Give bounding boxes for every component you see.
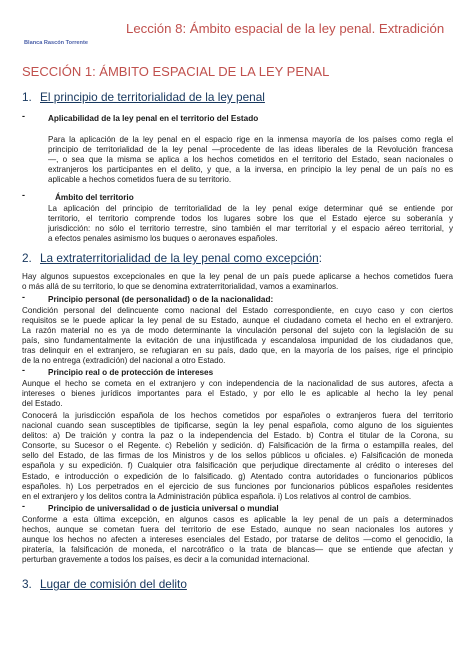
text-line: piratería, la falsificación de moneda, el narcotráfico o la trata de blancas— que se entiende que afectan y: [22, 545, 453, 555]
text-line: o más allá de su territorio, lo que se denomina extraterritorialidad, vamos a examinarlos.: [22, 282, 339, 292]
text-line: extranjeros los participantes en el delito, y que, a la inversa, en principio la ley penal de un país no es: [48, 165, 453, 175]
text-line: española y su expedición. f) Cualquier otra falsificación que perjudique directamente al crédito o intereses del: [22, 461, 453, 471]
text-line: país, sino fundamentalmente la evitación de una injustificada y escandalosa impunidad de los ciudadanos que,: [22, 336, 453, 346]
subheading-territory: Ámbito del territorio: [55, 193, 134, 202]
text-line: aplicable a hechos cometidos fuera de su territorio.: [48, 175, 232, 185]
text-line: principio de territorialidad de la ley penal —procedente de las ideas liberales de la Revolución francesa: [48, 145, 453, 155]
heading-text: El principio de territorialidad de la ley penal: [40, 90, 265, 104]
text-line: del Estado.: [22, 399, 63, 409]
heading-extraterritoriality: [22, 251, 322, 265]
text-line: —, o sea que la misma se aplica a los hechos cometidos en el territorio del Estado, sean nacionales o: [48, 155, 453, 165]
text-line: Consorte, su Sucesor o el Regente. c) Rebelión y sedición. d) Falsificación de la firma o estampilla reales, del: [22, 441, 453, 451]
paragraph-real-offences: [22, 411, 453, 502]
heading-number: 2.: [22, 251, 32, 265]
author-name: Blanca Rascón Torrente: [24, 40, 88, 46]
text-line: en el extranjero y los delitos contra la Administración pública española. i) Los relativos al control de cambios.: [22, 491, 412, 501]
text-line: sello del Estado, de las firmas de los Ministros y de los sellos públicos u oficiales. e) Falsificación de moneda: [22, 451, 453, 461]
paragraph-personal: [22, 306, 453, 367]
text-line: La aplicación del principio de territorialidad de la ley penal exige determinar qué se entiende por: [48, 204, 453, 213]
text-line: hechos, aunque se cometan fuera del territorio de ese Estado, aunque no sean nacionales los autores y: [22, 525, 453, 535]
heading-number: 1.: [22, 90, 32, 104]
bullet-marker: -: [22, 292, 25, 302]
bullet-marker: -: [22, 501, 25, 511]
subheading-applicability: Aplicabilidad de la ley penal en el territorio del Estado: [48, 114, 259, 123]
text-line: Conocerá la jurisdicción española de los hechos cometidos por españoles o extranjeros fuera del territorio: [22, 411, 453, 420]
heading-text: La extraterritorialidad de la ley penal como excepción: [40, 251, 319, 265]
bullet-marker: -: [22, 190, 25, 200]
text-line: Para la aplicación de la ley penal en el espacio rige en la inmensa mayoría de los países como regla el: [48, 135, 453, 144]
bullet-marker: -: [22, 111, 25, 121]
text-line: intereses o bienes jurídicos importantes para el Estado, y por ello le es aplicable al hecho la ley penal: [22, 389, 453, 399]
text-line: Estado, e introducción o expedición de lo falsificado. g) Atentado contra autoridades o funcionarios públicos: [22, 471, 453, 481]
text-line: territorio, el territorio comprende todos los lugares sobre los que el Estado ejerce su soberanía y: [48, 214, 453, 224]
text-line: perturban gravemente a todos los países, es decir a la comunidad internacional.: [22, 555, 310, 565]
text-line: requisitos se le puede aplicar la ley penal de su Estado, aunque el ciudadano cometa el hecho en el extranjero.: [22, 316, 453, 326]
subheading-personal: Principio personal (de personalidad) o de la nacionalidad:: [48, 295, 274, 304]
text-line: jurisdicción: no sólo el territorio terrestre, sino también el mar territorial y el espacio aéreo territorial, y: [48, 224, 453, 234]
paragraph-real: [22, 379, 453, 409]
text-line: La razón material no es ya de modo determinante la vinculación personal del sujeto con la legislación de su: [22, 326, 453, 336]
paragraph-extraterritoriality: [22, 272, 453, 292]
text-line: delitos: a) De traición y contra la paz o la independencia del Estado. b) Contra el titular de la Corona, su: [22, 431, 453, 441]
subheading-real: Principio real o de protección de intereses: [48, 368, 214, 377]
heading-colon: :: [318, 251, 322, 265]
heading-territoriality: [22, 90, 265, 104]
text-line: a efectos penales asimismo los buques o aeronaves españoles.: [48, 234, 278, 244]
heading-number: 3.: [22, 577, 32, 591]
text-line: nacional cuando sean susceptibles de tipificarse, según la ley penal española, como alguno de los siguientes: [22, 421, 453, 431]
paragraph-applicability: [48, 135, 453, 185]
subheading-universal: Principio de universalidad o de justicia universal o mundial: [48, 504, 279, 513]
heading-place-of-commission: [22, 577, 187, 591]
text-line: Condición personal del delincuente como nacional del Estado correspondiente, en cuyo caso y con ciertos: [22, 306, 453, 315]
heading-text: Lugar de comisión del delito: [40, 577, 187, 591]
text-line: españoles. h) Los perpetrados en el ejercicio de sus funciones por funcionarios públicos españoles residentes: [22, 481, 453, 491]
bullet-marker: -: [22, 365, 25, 375]
paragraph-universal: [22, 515, 453, 565]
text-line: Conforme a esta última excepción, en algunos casos es aplicable la ley penal de un país a determinados: [22, 515, 453, 524]
section-heading: SECCIÓN 1: ÁMBITO ESPACIAL DE LA LEY PENAL: [22, 64, 330, 79]
text-line: aunque los hechos no afecten a intereses esenciales del Estado, por tratarse de delitos —como el genocidio, la: [22, 535, 453, 545]
text-line: Aunque el hecho se cometa en el extranjero y con independencia de la nacionalidad de sus autores, afecta a: [22, 379, 453, 388]
text-line: de la no entrega (extradición) del nacional a otro Estado.: [22, 356, 226, 366]
text-line: Hay algunos supuestos excepcionales en que la ley penal de un país puede aplicarse a hechos cometidos fuera: [22, 272, 453, 281]
text-line: tras delinquir en el extranjero, se refugiaran en su país, dado que, en la mayoría de los países, rige el principio: [22, 346, 453, 356]
document-title: Lección 8: Ámbito espacial de la ley penal. Extradición: [126, 21, 445, 36]
paragraph-territory: [48, 204, 453, 244]
